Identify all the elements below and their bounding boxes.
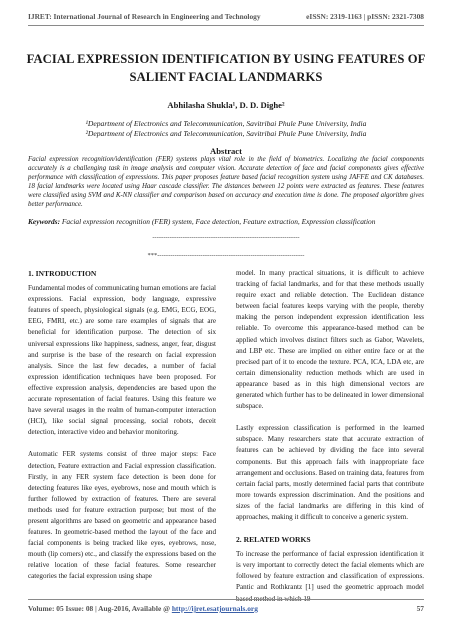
running-header — [28, 12, 424, 26]
separator-line-1: -------------------------------------------------------------------- — [152, 234, 300, 241]
page-number: 57 — [416, 604, 424, 613]
separator-line-2: ***-------------------------------------------------------------------- — [147, 252, 305, 259]
section-heading-introduction: 1. INTRODUCTION — [28, 269, 97, 278]
header-rule — [28, 25, 424, 26]
affiliation-2: ²Department of Electronics and Telecommunication, Savitribai Phule Pune University, India — [85, 129, 367, 138]
volume-text: Volume: 05 Issue: 08 | Aug-2016, Available @ — [28, 604, 172, 613]
section-heading-related-works: 2. RELATED WORKS — [236, 535, 311, 545]
affiliations — [0, 119, 452, 139]
paragraph-related-1: To increase the performance of facial expression identification it is very important to correctly detect the facial elements which are followed by feature extraction and classification of expressions. Pantic and Rothkrantz [1] used the geometric approach model based method in which 19 — [236, 550, 424, 603]
left-column — [28, 268, 216, 583]
affiliation-1: ¹Department of Electronics and Telecommunication, Savitribai Phule Pune University, India — [85, 119, 367, 128]
paper-title: FACIAL EXPRESSION IDENTIFICATION BY USING FEATURES OF SALIENT FACIAL LANDMARKS — [26, 52, 426, 84]
abstract-heading: Abstract — [210, 146, 242, 156]
keywords — [28, 217, 424, 226]
right-column — [236, 268, 424, 605]
volume-info — [28, 604, 258, 613]
abstract-text: Facial expression recognition/identification (FER) systems plays vital role in the field of biometrics. Localizing the facial components accurately is a challenging task in image analysis and computer vision. Accurate detection of face and facial components gives effective performance with classification of expressions. This paper proposes feature based facial recognition system using JAFFE and CK databases. 18 facial landmarks were located using Haar cascade classifier. The distances between 12 points were extracted as features. These features were classified using SVM and K-NN classifier and comparison based on accuracy and execution time is done. The proposed algorithm gives better performance. — [28, 156, 424, 208]
journal-url-link[interactable]: http://ijret.esatjournals.org — [171, 604, 258, 613]
running-footer — [28, 604, 424, 616]
authors: Abhilasha Shukla¹, D. D. Dighe² — [167, 100, 285, 110]
journal-name: IJRET: International Journal of Research in Engineering and Technology — [28, 12, 261, 21]
footer-rule — [28, 599, 424, 600]
keywords-label: Keywords: — [28, 217, 61, 226]
paragraph-intro-2: Automatic FER systems consist of three major steps: Face detection, Feature extraction and Facial expression classification. Firstly, in any FER system face detection is been done for detecting features like eyes, eyebrows, nose and mouth which is further followed by extraction of features. There are several methods used for feature extraction purpose; but most of the present algorithms are based on geometric and appearance based features. In geometric-based method the layout of the face and facial components is being tracked like eyes, eyebrows, nose, mouth (lip corners) etc., and classify the expressions based on the relative location of these facial features. Some researcher categories the facial expression using shape — [28, 450, 216, 581]
paragraph-intro-1: Fundamental modes of communicating human emotions are facial expressions. Facial expression, body language, expressive features of speech, physiological signals (e.g. EMG, ECG, EOG, EEG, FMRI, etc.) are some rare examples of signals that are beneficial for identification purpose. The detection of six universal expressions like happiness, sadness, anger, fear, disgust and surprise is the base of the research on facial expression analysis. Since the last few decades, a number of facial expression identification techniques have been proposed. For effective expression analysis, dependencies are based upon the accurate representation of facial features. Using this feature we have several usages in the realm of human-computer interaction (HCI), like social signal processing, social robots, deceit detection, interactive video and behavior monitoring. — [28, 284, 216, 437]
paragraph-right-2: Lastly expression classification is performed in the learned subspace. Many researchers state that accurate extraction of features can be achieved by dividing the face into several components. But this approach fails with inappropriate face arrangement and occlusions. Based on training data, features from certain facial parts, mostly determined facial parts that contribute more towards expression discrimination. And the positions and sizes of the facial landmarks are differing in this kind of approaches, making it difficult to conceive a generic system. — [236, 424, 424, 521]
issn: eISSN: 2319-1163 | pISSN: 2321-7308 — [306, 12, 424, 21]
keywords-text: Facial expression recognition (FER) system, Face detection, Feature extraction, Expression classification — [60, 217, 376, 226]
paragraph-right-1: model. In many practical situations, it is difficult to achieve tracking of facial landmarks, and for that these methods usually require exact and reliable detection. The Euclidean distance between facial features keeps varying with the people, thereby making the person independent expression identification less reliable. To overcome this appearance-based method can be applied which involves distinct filters such as Gabor, Wavelets, and LBP etc. These are implied on either entire face or at the precised part of it to encode the texture. PCA, ICA, LDA etc, are certain dimensionality reduction methods which are used in appearance based as in this high dimensional vectors are generated which further has to be delineated in lower dimensional subspace. — [236, 269, 424, 411]
